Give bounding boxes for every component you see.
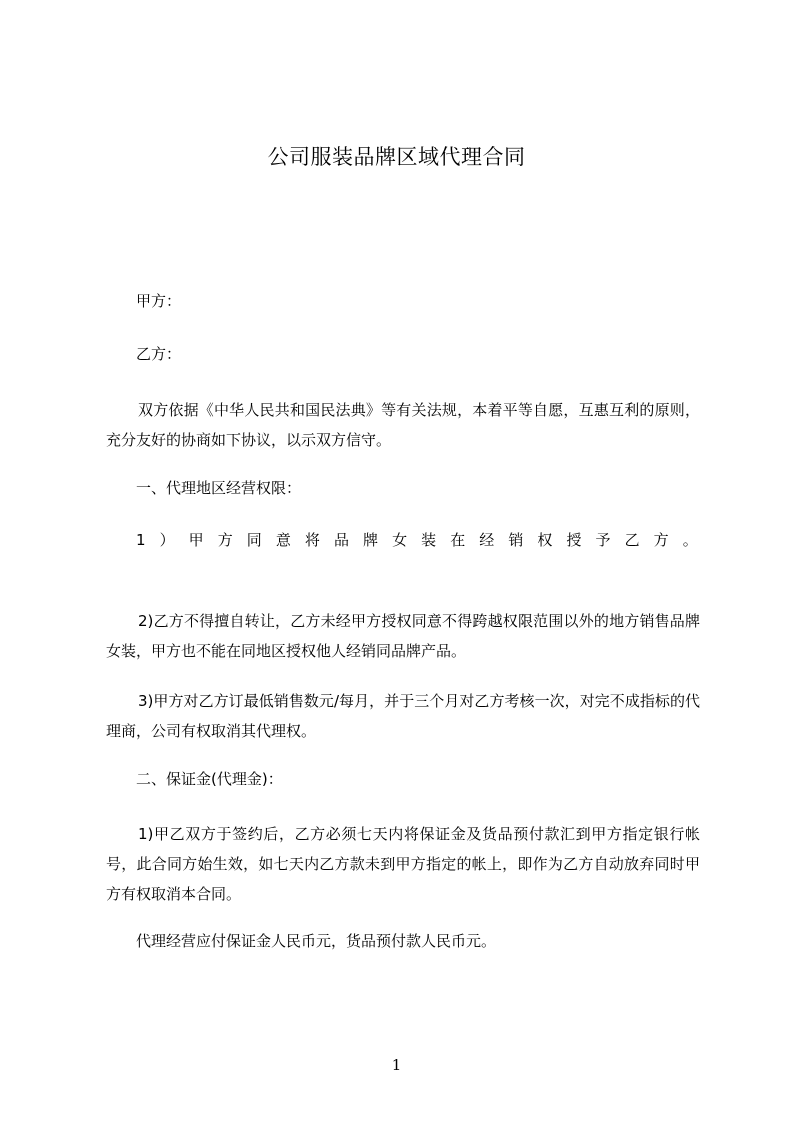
spaced-char: 意 (275, 531, 291, 549)
spaced-char: 乙 (624, 531, 640, 549)
spaced-char: 方 (653, 531, 669, 549)
spaced-char: 在 (450, 531, 466, 549)
section-2-heading: 二、保证金(代理金)： (136, 770, 283, 788)
section-1-heading: 一、代理地区经营权限： (136, 479, 302, 497)
section-1-item-2: 2)乙方不得擅自转让，乙方未经甲方授权同意不得跨越权限范围以外的地方销售品牌女装，甲方也不能在同地区授权他人经销同品牌产品。 (106, 612, 700, 660)
spaced-char: 予 (595, 531, 611, 549)
page-number: 1 (391, 1056, 402, 1074)
spaced-char: 方 (217, 531, 233, 549)
party-b-label: 乙方： (136, 345, 182, 363)
party-a-label: 甲方： (136, 292, 182, 310)
section-2-item-1: 1)甲乙双方于签约后，乙方必须七天内将保证金及货品预付款汇到甲方指定银行帐号，此合同方始生效，如七天内乙方款未到甲方指定的帐上，即作为乙方自动放弃同时甲方有权取消本合同。 (106, 825, 700, 903)
spaced-char: 权 (537, 531, 553, 549)
spaced-char: 女 (392, 531, 408, 549)
spaced-char: ） (159, 531, 175, 549)
spaced-char: 牌 (363, 531, 379, 549)
spaced-char: 甲 (188, 531, 204, 549)
spaced-char: 。 (682, 531, 698, 549)
intro-paragraph: 双方依据《中华人民共和国民法典》等有关法规，本着平等自愿，互惠互利的原则，充分友好的协商如下协议，以示双方信守。 (106, 401, 700, 449)
spaced-char: 销 (508, 531, 524, 549)
spaced-char: 经 (479, 531, 495, 549)
spaced-char: 装 (421, 531, 437, 549)
spaced-char: 授 (566, 531, 582, 549)
section-1-item-1 (136, 529, 698, 551)
document-title: 公司服装品牌区域代理合同 (267, 145, 526, 169)
spaced-char: 同 (246, 531, 262, 549)
spaced-char: 品 (333, 531, 349, 549)
spaced-char: 1 (136, 531, 146, 549)
spaced-char: 将 (304, 531, 320, 549)
section-1-item-3: 3)甲方对乙方订最低销售数元/每月，并于三个月对乙方考核一次，对完不成指标的代理商，公司有权取消其代理权。 (106, 692, 700, 740)
section-2-amounts: 代理经营应付保证金人民币元，货品预付款人民币元。 (136, 932, 497, 950)
